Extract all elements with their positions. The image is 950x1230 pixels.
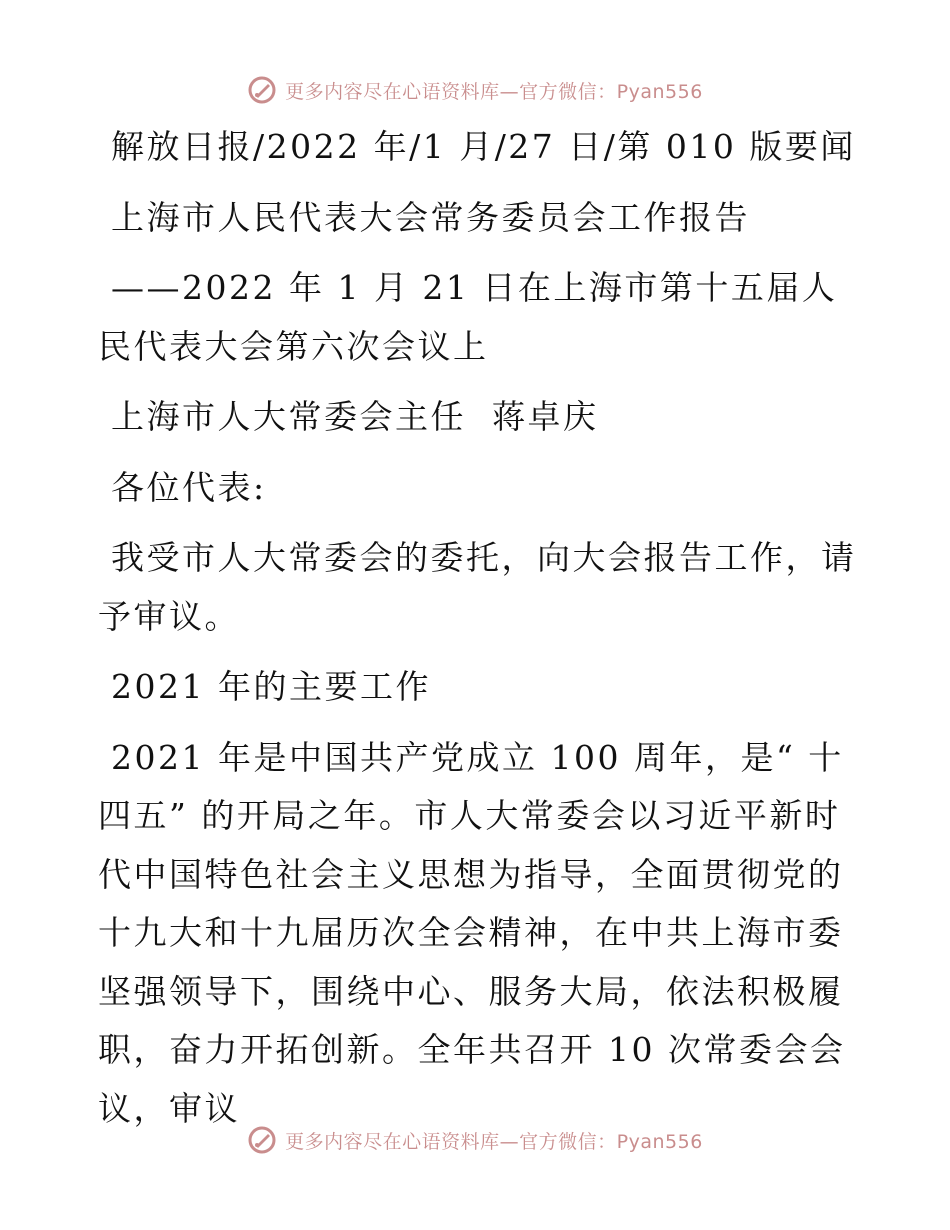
salutation: 各位代表: [98, 467, 267, 507]
watermark-header [0, 70, 950, 110]
report-subtitle: ——2022 年 1 月 21 日在上海市第十五届人民代表大会第六次会议上 [98, 268, 838, 366]
intro-paragraph: 我受市人大常委会的委托，向大会报告工作，请予审议。 [98, 538, 857, 636]
watermark-text: 更多内容尽在心语资料库—官方微信：Pyan556 [285, 80, 703, 103]
section-heading: 2021 年的主要工作 [98, 667, 431, 706]
document-body [98, 118, 858, 1138]
author-line: 上海市人大常委会主任 蒋卓庆 [98, 397, 599, 436]
source-line: 解放日报/2022 年/1 月/27 日/第 010 版要闻 [98, 127, 856, 166]
body-paragraph: 2021 年是中国共产党成立 100 周年，是“ 十四五” 的开局之年。市人大常委会以习近平新时代中国特色社会主义思想为指导，全面贯彻党的十九大和十九届历次全会精神，在中共上海市委坚强领导下，围绕中心、服务大局，依法积极履职，奋力开拓创新。全年共召开 10 次常委会会议，审议 [98, 737, 846, 1128]
watermark-text: 更多内容尽在心语资料库—官方微信：Pyan556 [285, 1130, 703, 1153]
watermark-footer [0, 1120, 950, 1160]
quill-logo-icon [247, 1125, 277, 1155]
report-title: 上海市人民代表大会常务委员会工作报告 [98, 197, 750, 237]
quill-logo-icon [247, 75, 277, 105]
